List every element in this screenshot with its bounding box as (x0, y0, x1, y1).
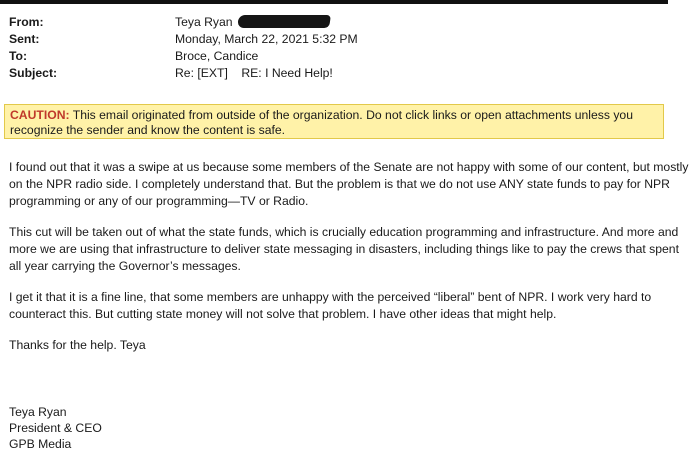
email-body (9, 159, 689, 368)
from-value: Teya Ryan (175, 15, 233, 29)
body-paragraph-3: I get it that it is a fine line, that some members are unhappy with the perceived “liberal” bent of NPR. I work very hard to counteract this. But cutting state money will not solve that problem. I have other ideas that might help. (9, 290, 652, 321)
email-signature (9, 404, 102, 452)
body-paragraph-4: Thanks for the help. Teya (9, 338, 146, 352)
caution-banner (4, 104, 664, 139)
to-label: To: (9, 49, 28, 63)
caution-label: CAUTION: (10, 108, 70, 122)
from-row (9, 14, 669, 31)
signature-name: Teya Ryan (9, 405, 67, 419)
subject-label: Subject: (9, 66, 58, 80)
to-row (9, 48, 669, 65)
sent-label: Sent: (9, 32, 40, 46)
signature-org: GPB Media (9, 437, 72, 451)
from-label: From: (9, 15, 44, 29)
body-paragraph-2: This cut will be taken out of what the state funds, which is crucially education programming and infrastructure. And more and more we are using that infrastructure to deliver state messaging in disasters, including things like to pay the crews that spent all year carrying the Governor’s messages. (9, 225, 679, 273)
body-paragraph-1: I found out that it was a swipe at us because some members of the Senate are not happy with some of our content, but mostly on the NPR radio side. I completely understand that. But the problem is that we do not use ANY state funds to pay for NPR programming or any of our programming—TV or Radio. (9, 160, 689, 208)
sent-row (9, 31, 669, 48)
redaction-mark (237, 15, 331, 28)
signature-title: President & CEO (9, 421, 102, 435)
email-header (9, 14, 669, 82)
sent-value: Monday, March 22, 2021 5:32 PM (175, 32, 358, 46)
subject-value: Re: [EXT] RE: I Need Help! (175, 66, 333, 80)
to-value: Broce, Candice (175, 49, 259, 63)
subject-row (9, 65, 669, 82)
top-border-rule (0, 0, 668, 4)
caution-text: This email originated from outside of the organization. Do not click links or open attachments unless you recognize the sender and know the content is safe. (10, 108, 633, 137)
